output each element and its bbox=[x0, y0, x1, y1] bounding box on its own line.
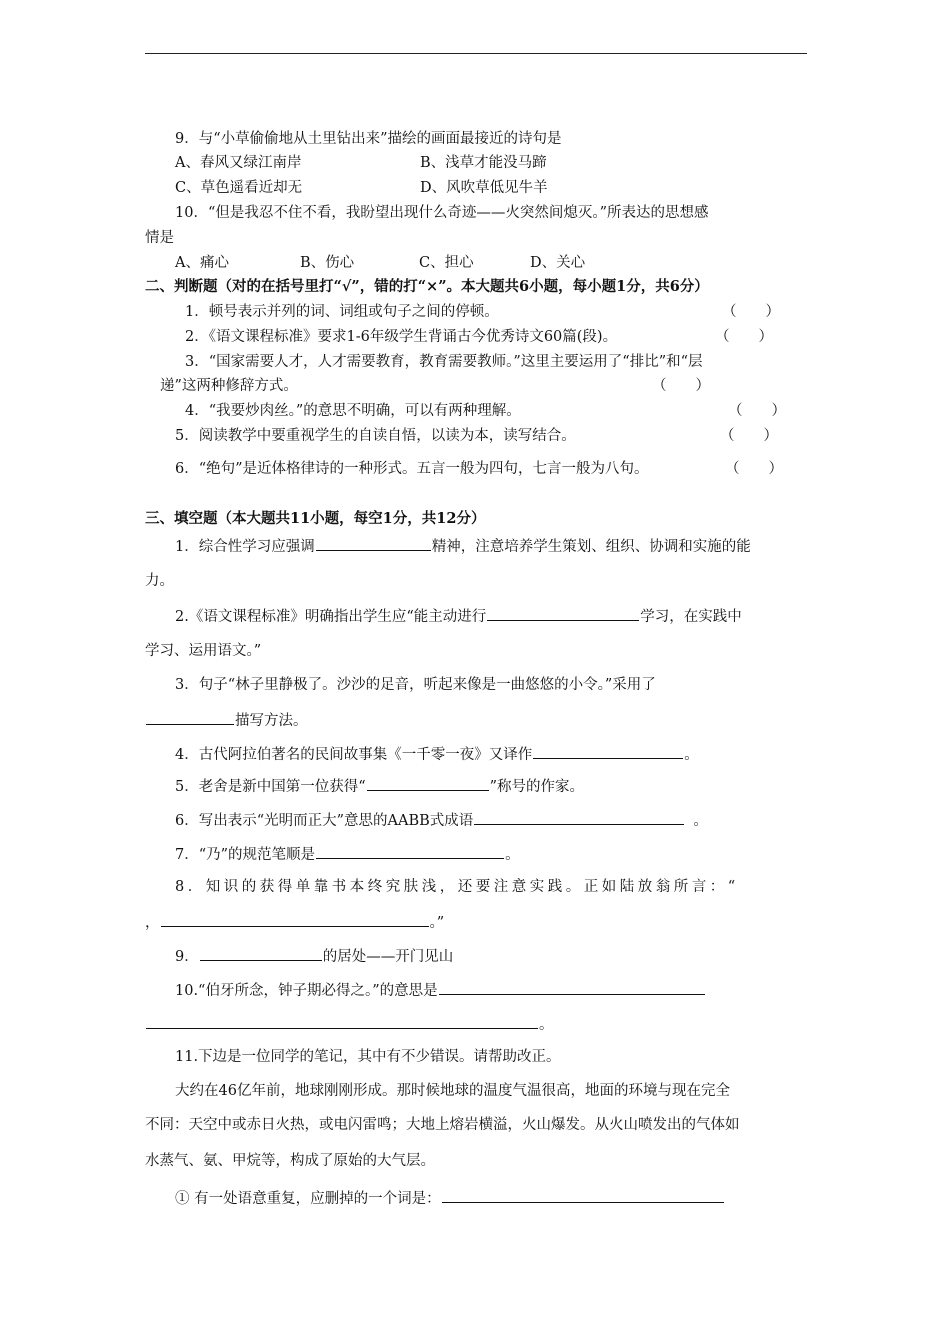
fill-q8-text-c: 。” bbox=[429, 915, 445, 931]
fill-q6-blank[interactable] bbox=[474, 809, 684, 825]
fill-q10-text-b: 。 bbox=[539, 1017, 554, 1033]
fill-q3-line2 bbox=[145, 709, 308, 731]
fill-q4 bbox=[175, 743, 699, 765]
header-rule bbox=[145, 53, 807, 54]
fill-q10-line1 bbox=[175, 979, 706, 1001]
judge-item-3-line2: 递”这两种修辞方式。 bbox=[160, 378, 298, 394]
q10-option-b: B、伤心 bbox=[300, 255, 355, 271]
judge-item-6: 6．“绝句”是近体格律诗的一种形式。五言一般为四句，七言一般为八句。 bbox=[175, 461, 649, 477]
fill-q1-text-a: 1．综合性学习应强调 bbox=[175, 539, 315, 555]
q10-option-d: D、关心 bbox=[530, 255, 586, 271]
judge-item-3-line1: 3．“国家需要人才，人才需要教育，教育需要教师。”这里主要运用了“排比”和“层 bbox=[185, 354, 703, 370]
fill-q1-blank[interactable] bbox=[316, 535, 431, 551]
q10-option-c: C、担心 bbox=[419, 255, 474, 271]
fill-q10-blank-1[interactable] bbox=[439, 979, 705, 995]
fill-q8-line2 bbox=[145, 911, 444, 933]
fill-q11-sub1-text: ① 有一处语意重复，应删掉的一个词是： bbox=[175, 1191, 441, 1207]
fill-q6-text-a: 6．写出表示“光明而正大”意思的AABB式成语 bbox=[175, 813, 474, 829]
passage-line3: 水蒸气、氨、甲烷等，构成了原始的大气层。 bbox=[145, 1153, 435, 1169]
q9-stem: 9．与“小草偷偷地从土里钻出来”描绘的画面最接近的诗句是 bbox=[175, 131, 562, 147]
judge-bracket-3[interactable]: （ ） bbox=[652, 378, 710, 394]
passage-line2: 不同：天空中或赤日火热，或电闪雷鸣；大地上熔岩横溢，火山爆发。从火山喷发出的气体如 bbox=[145, 1117, 740, 1133]
fill-q1-line1 bbox=[175, 535, 751, 557]
judge-item-2: 2．《语文课程标准》要求1-6年级学生背诵古今优秀诗文60篇(段)。 bbox=[185, 329, 618, 345]
q9-option-d: D、风吹草低见牛羊 bbox=[420, 180, 548, 196]
section3-title: 三、填空题（本大题共11小题，每空1分，共12分） bbox=[145, 510, 486, 527]
fill-q9-text-a: 9． bbox=[175, 949, 199, 965]
fill-q5-text-b: ”称号的作家。 bbox=[489, 779, 585, 795]
judge-bracket-4[interactable]: （ ） bbox=[728, 403, 786, 419]
fill-q11-stem: 11.下边是一位同学的笔记，其中有不少错误。请帮助改正。 bbox=[175, 1049, 561, 1065]
q10-stem-line1: 10．“但是我忍不住不看，我盼望出现什么奇迹——火突然间熄灭。”所表达的思想感 bbox=[175, 205, 709, 221]
q9-option-c: C、草色遥看近却无 bbox=[175, 180, 303, 196]
fill-q8-text-b: ， bbox=[145, 915, 160, 931]
fill-q7-text-b: 。 bbox=[505, 847, 520, 863]
fill-q5 bbox=[175, 775, 584, 797]
fill-q5-blank[interactable] bbox=[367, 775, 489, 791]
fill-q2-blank[interactable] bbox=[487, 605, 639, 621]
q9-option-a: A、春风又绿江南岸 bbox=[175, 155, 302, 171]
fill-q6 bbox=[175, 809, 708, 831]
fill-q4-text-b: 。 bbox=[684, 747, 699, 763]
fill-q7-blank[interactable] bbox=[316, 843, 504, 859]
fill-q5-text-a: 5．老舍是新中国第一位获得“ bbox=[175, 779, 366, 795]
fill-q7-text-a: 7．“乃”的规范笔顺是 bbox=[175, 847, 316, 863]
fill-q3-blank[interactable] bbox=[146, 709, 234, 725]
q10-option-a: A、痛心 bbox=[175, 255, 229, 271]
fill-q4-blank[interactable] bbox=[533, 743, 683, 759]
fill-q9-text-b: 的居处——开门见山 bbox=[322, 949, 454, 965]
fill-q1-line2: 力。 bbox=[145, 573, 174, 589]
judge-bracket-2[interactable]: （ ） bbox=[715, 329, 773, 345]
judge-item-5: 5．阅读教学中要重视学生的自读自悟，以读为本，读写结合。 bbox=[175, 428, 576, 444]
section2-title: 二、判断题（对的在括号里打“√”，错的打“×”。本大题共6小题，每小题1分，共6分） bbox=[145, 278, 709, 295]
judge-item-1: 1．顿号表示并列的词、词组或句子之间的停顿。 bbox=[185, 304, 499, 320]
fill-q7 bbox=[175, 843, 520, 865]
fill-q10-blank-2[interactable] bbox=[146, 1013, 538, 1029]
judge-bracket-6[interactable]: （ ） bbox=[725, 461, 783, 477]
judge-item-4: 4．“我要炒肉丝。”的意思不明确，可以有两种理解。 bbox=[185, 403, 521, 419]
fill-q2-line2: 学习、运用语文。” bbox=[145, 643, 262, 659]
fill-q6-text-b: 。 bbox=[693, 813, 708, 829]
fill-q2-text-b: 学习，在实践中 bbox=[640, 609, 742, 625]
fill-q8-blank[interactable] bbox=[161, 911, 429, 927]
fill-q3-line1: 3．句子“林子里静极了。沙沙的足音，听起来像是一曲悠悠的小令。”采用了 bbox=[175, 677, 656, 693]
fill-q1-text-b: 精神，注意培养学生策划、组织、协调和实施的能 bbox=[431, 539, 751, 555]
fill-q10-text-a: 10.“伯牙所念，钟子期必得之。”的意思是 bbox=[175, 983, 438, 999]
judge-bracket-1[interactable]: （ ） bbox=[722, 304, 780, 320]
fill-q9 bbox=[175, 945, 453, 967]
q9-option-b: B、浅草才能没马蹄 bbox=[420, 155, 547, 171]
fill-q3-text-b: 描写方法。 bbox=[235, 713, 308, 729]
fill-q11-sub1-blank[interactable] bbox=[442, 1187, 724, 1203]
fill-q9-blank[interactable] bbox=[200, 945, 322, 961]
judge-bracket-5[interactable]: （ ） bbox=[720, 428, 778, 444]
fill-q10-line2 bbox=[145, 1013, 554, 1035]
fill-q8-line1: 8．知识的获得单靠书本终究肤浅，还要注意实践。正如陆放翁所言：“ bbox=[175, 879, 739, 895]
q10-stem-line2: 情是 bbox=[145, 230, 174, 246]
fill-q2-line1 bbox=[175, 605, 742, 627]
fill-q2-text-a: 2.《语文课程标准》明确指出学生应“能主动进行 bbox=[175, 609, 487, 625]
passage-line1: 大约在46亿年前，地球刚刚形成。那时候地球的温度气温很高，地面的环境与现在完全 bbox=[175, 1083, 730, 1099]
fill-q11-sub1 bbox=[175, 1187, 725, 1209]
fill-q4-text-a: 4．古代阿拉伯著名的民间故事集《一千零一夜》又译作 bbox=[175, 747, 533, 763]
